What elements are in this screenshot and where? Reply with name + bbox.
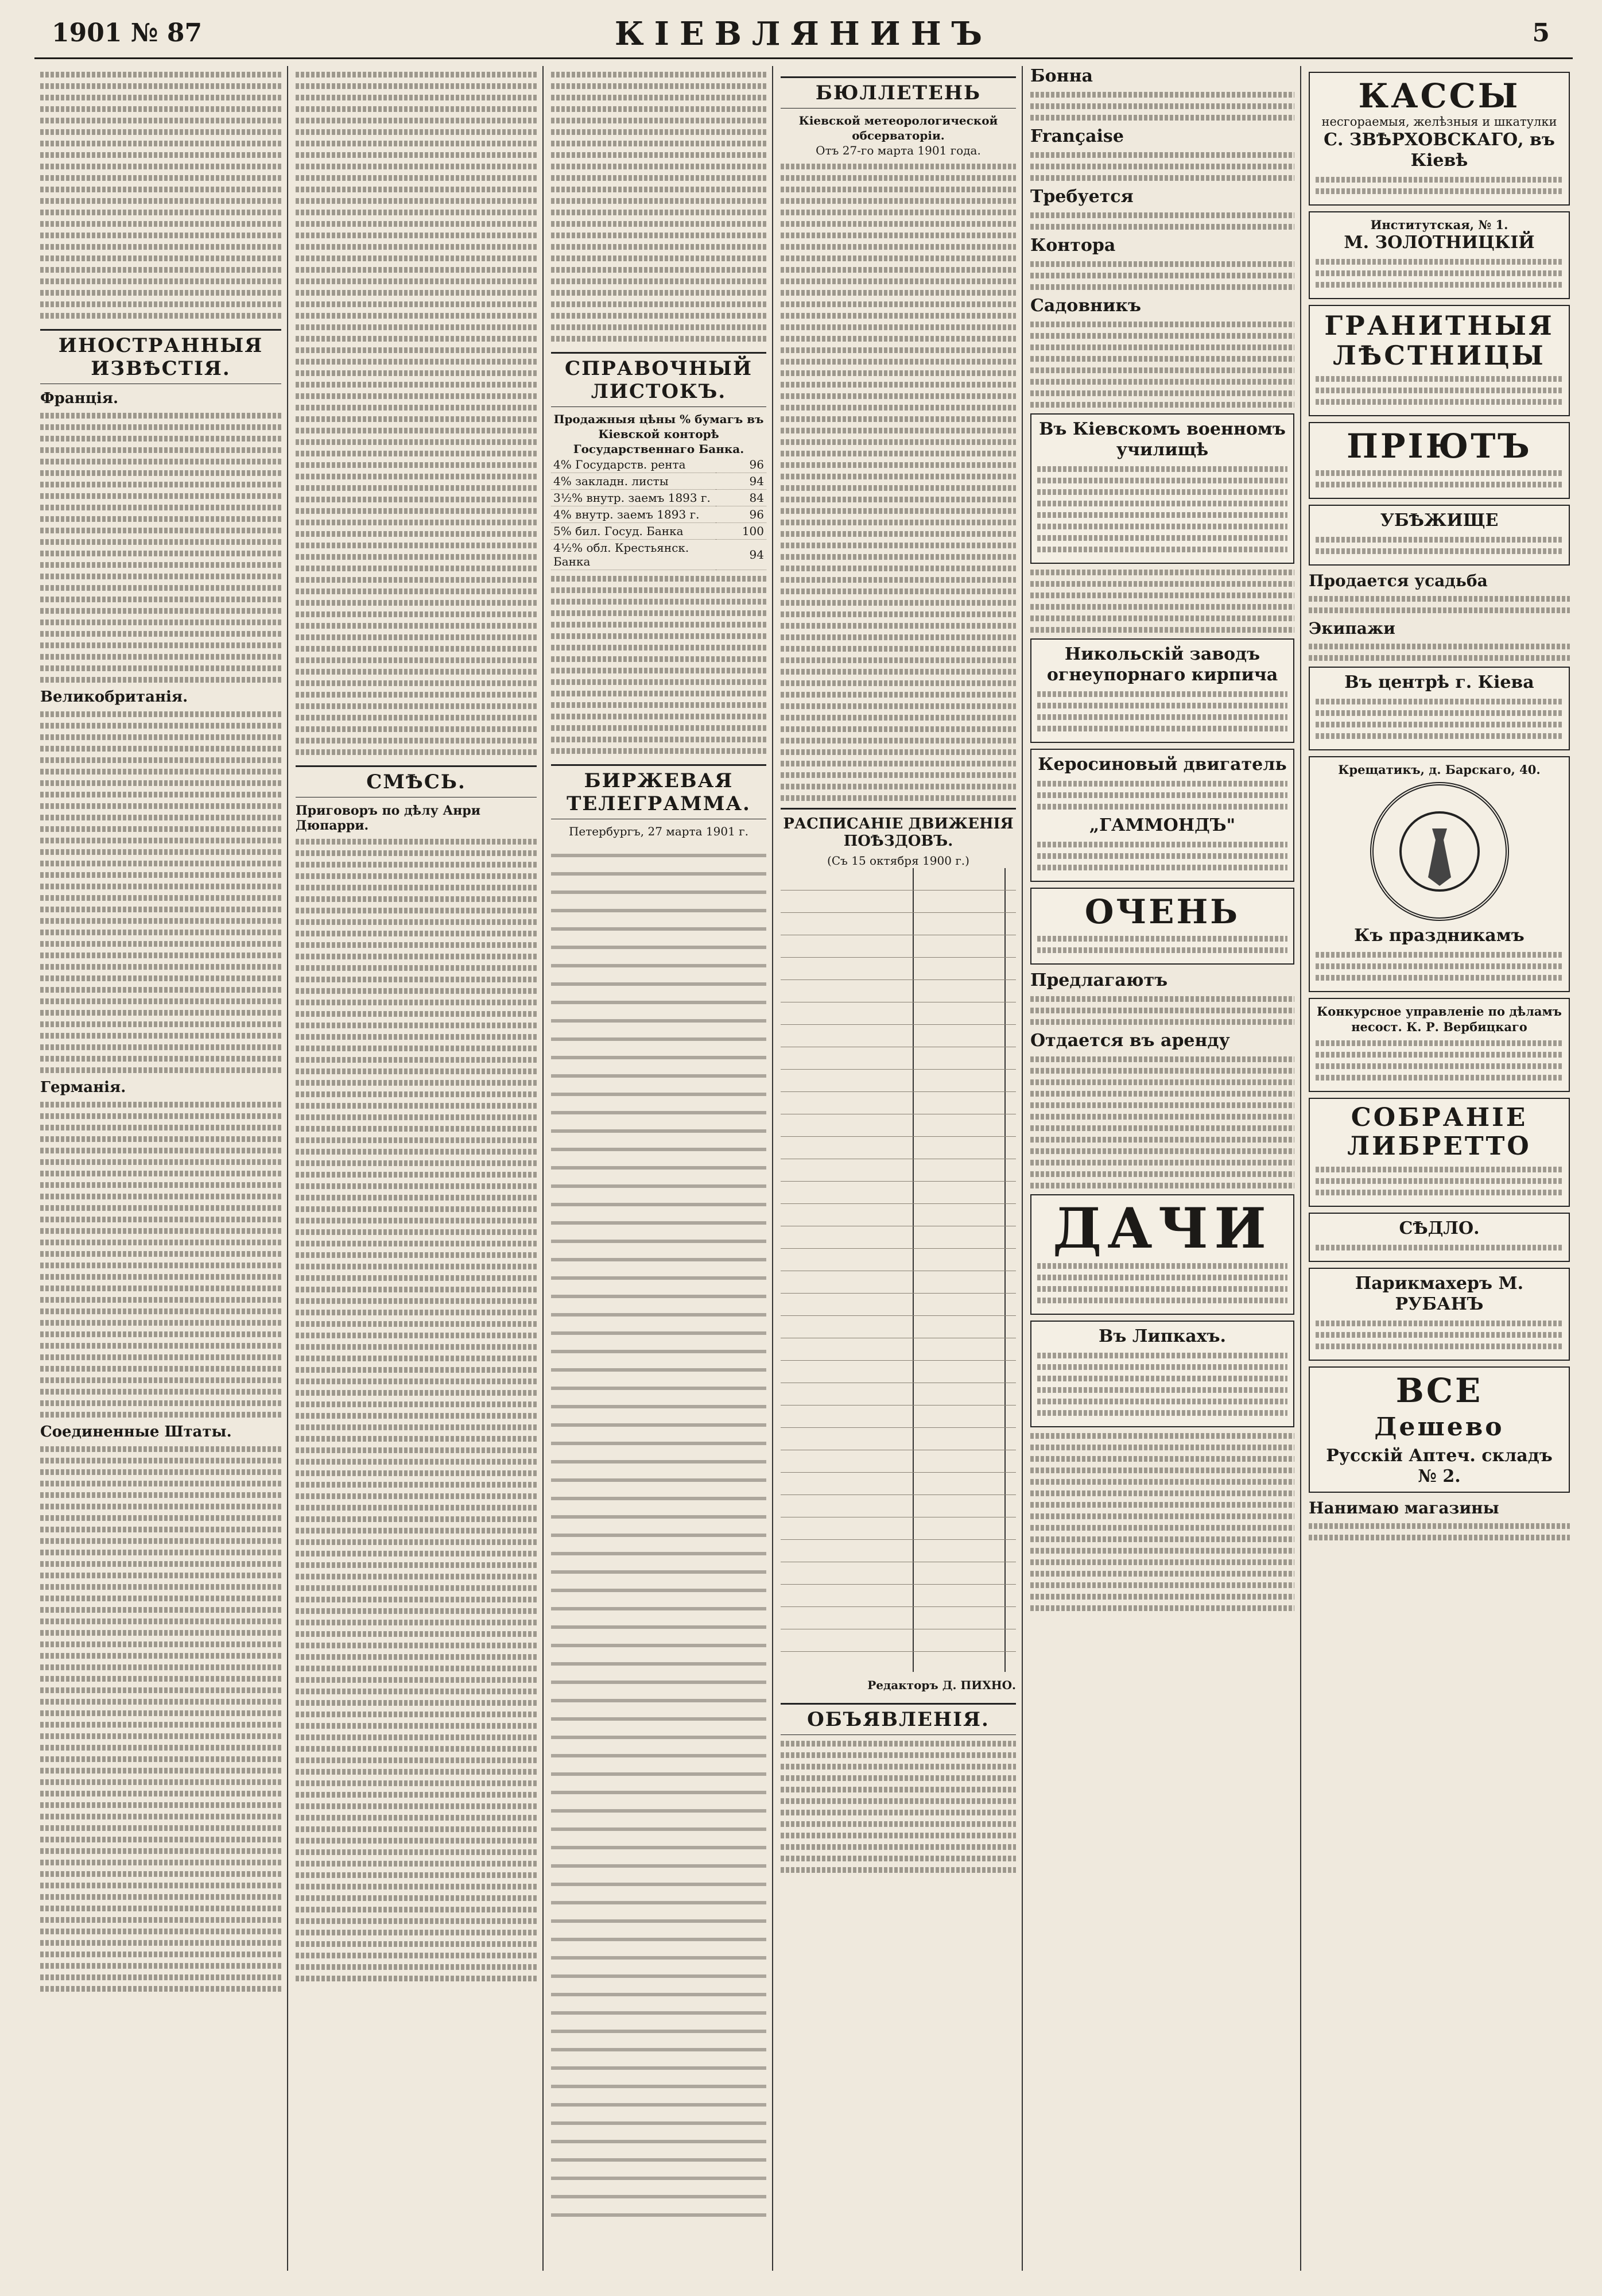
ad-ekipazhi: Экипажи: [1309, 619, 1570, 661]
train-schedule: [781, 808, 1016, 1672]
schedule-title: РАСПИСАНІЕ ДВИЖЕНІЯ ПОѢЗДОВЪ.: [783, 815, 1014, 850]
ad-rent: Отдается въ аренду: [1030, 1031, 1294, 1188]
tie-emblem: [1370, 782, 1509, 921]
ad-zolotnitsky: Институтская, № 1. М. ЗОЛОТНИЦКІЙ: [1309, 211, 1570, 299]
table-row: 4½% обл. Крестьянск. Банка 94: [551, 540, 766, 570]
ad-office: Контора: [1030, 235, 1294, 290]
subheading-great-britain: Великобританія.: [40, 688, 188, 706]
issue-number: 1901 № 87: [52, 18, 203, 48]
subheading-france: Франція.: [40, 390, 119, 407]
article-united-states: [40, 1446, 281, 1992]
table-row: 3½% внутр. заемъ 1893 г. 84: [551, 490, 766, 506]
weather-data: [781, 164, 1016, 801]
section-heading-exchange: БИРЖЕВАЯ ТЕЛЕГРАММА.: [551, 764, 766, 819]
ad-usadba: Продается усадьба: [1309, 571, 1570, 613]
newspaper-page: [34, 11, 1573, 2279]
schedule-subtitle: (Съ 15 октября 1900 г.): [827, 854, 969, 868]
table-row: 4% Государств. рента 96: [551, 456, 766, 473]
section-heading-foreign-news: ИНОСТРАННЫЯ ИЗВѢСТІЯ.: [40, 329, 281, 384]
column-rule: [287, 66, 288, 2271]
masthead: [34, 11, 1573, 59]
newspaper-title: КІЕВЛЯНИНЪ: [614, 15, 993, 53]
ad-offer: Предлагаютъ: [1030, 970, 1294, 1025]
section-heading-ads: ОБЪЯВЛЕНІЯ.: [781, 1703, 1016, 1735]
ad-granite-stairs: ГРАНИТНЫЯ ЛѢСТНИЦЫ: [1309, 305, 1570, 416]
article-misc: [296, 839, 537, 1981]
securities-table: [551, 456, 766, 570]
classified-ads: [781, 1741, 1016, 1873]
ad-francaise: Française: [1030, 126, 1294, 181]
rates-continued: [551, 576, 766, 754]
ad-lipki: Въ Липкахъ.: [1030, 1321, 1294, 1427]
ad-priyut: ПРІЮТЪ: [1309, 422, 1570, 499]
article-continued: [296, 72, 537, 755]
ad-required: Требуется: [1030, 187, 1294, 230]
article-france: [40, 413, 281, 683]
weather-bulletin-subtitle: Кіевской метеорологической обсерваторіи.: [798, 114, 998, 142]
section-heading-reference: СПРАВОЧНЫЙ ЛИСТОКЪ.: [551, 352, 766, 407]
table-row: 4% внутр. заемъ 1893 г. 96: [551, 506, 766, 523]
ad-vse-deshevo: ВСЕ Дешево Русскій Аптеч. складъ № 2.: [1309, 1366, 1570, 1493]
ad-filler: [1030, 570, 1294, 633]
ad-military-school: Въ Кіевскомъ военномъ училищѣ: [1030, 413, 1294, 564]
page-number: 5: [1532, 18, 1550, 48]
ad-sedlo: СѢДЛО.: [1309, 1213, 1570, 1262]
weather-bulletin-date: Отъ 27-го марта 1901 года.: [816, 144, 981, 157]
column-5: [1030, 66, 1294, 2276]
table-row: 5% бил. Госуд. Банка 100: [551, 523, 766, 540]
ad-krechatik: Крещатикъ, д. Барскаго, 40. Къ праздникамъ: [1309, 756, 1570, 992]
exchange-date: Петербургъ, 27 марта 1901 г.: [568, 824, 749, 838]
tie-icon: [1397, 808, 1483, 895]
ad-bottom-filler: [1030, 1433, 1294, 1611]
column-1: [40, 66, 281, 2276]
ad-bonna: Бонна: [1030, 66, 1294, 121]
hammond-logo: „ГАММОНДЪ": [1089, 815, 1236, 835]
ad-dachi: ДАЧИ: [1030, 1194, 1294, 1315]
ad-center-kiev: Въ центрѣ г. Кіева: [1309, 667, 1570, 750]
ad-rubanov: Парикмахеръ М. РУБАНЪ: [1309, 1268, 1570, 1361]
ad-kassy: КАССЫ несгораемыя, желѣзныя и шкатулки С. ЗВѢРХОВСКАГО, въ Кіевѣ: [1309, 72, 1570, 206]
column-3: [551, 66, 766, 2276]
exchange-listings: [551, 839, 766, 2217]
subheading-germany: Германія.: [40, 1079, 126, 1096]
column-4: [781, 66, 1016, 2276]
article-germany: [40, 1102, 281, 1418]
column-rule: [1022, 66, 1023, 2271]
article-body: [40, 72, 281, 319]
article-great-britain: [40, 711, 281, 1073]
column-rule: [542, 66, 544, 2271]
ad-konkurs: Конкурсное управленіе по дѣламъ несост. К. Р. Вербицкаго: [1309, 998, 1570, 1092]
ad-gardener: Садовникъ: [1030, 296, 1294, 408]
section-heading-misc: СМѢСЬ.: [296, 765, 537, 797]
ad-kerosene-engine: Керосиновый двигатель „ГАММОНДЪ": [1030, 749, 1294, 882]
subheading-dupary: Приговоръ по дѣлу Анри Дюпарри.: [296, 803, 481, 833]
editor-line: Редакторъ Д. ПИХНО.: [867, 1678, 1016, 1692]
column-rule: [772, 66, 773, 2271]
schedule-grid: [781, 868, 1016, 1672]
ad-ubezhische: УБѢЖИЩЕ: [1309, 505, 1570, 566]
column-6: [1309, 66, 1570, 2276]
ad-libretto: СОБРАНІЕ ЛИБРЕТТО: [1309, 1098, 1570, 1207]
column-rule: [1300, 66, 1301, 2271]
weather-bulletin-title: БЮЛЛЕТЕНЬ: [781, 76, 1016, 109]
ad-nikolsky-factory: Никольскій заводъ огнеупорнаго кирпича: [1030, 638, 1294, 743]
reference-subtitle: Продажныя цѣны % бумагъ въ Кіевской конторѣ Государственнаго Банка.: [553, 412, 764, 456]
article-continued-2: [551, 72, 766, 342]
column-2: [296, 66, 537, 2276]
subheading-united-states: Соединенные Штаты.: [40, 1423, 232, 1441]
ad-very-cheap: ОЧЕНЬ: [1030, 888, 1294, 965]
table-row: 4% закладн. листы 94: [551, 473, 766, 490]
ad-stores: Нанимаю магазины: [1309, 1499, 1570, 1540]
